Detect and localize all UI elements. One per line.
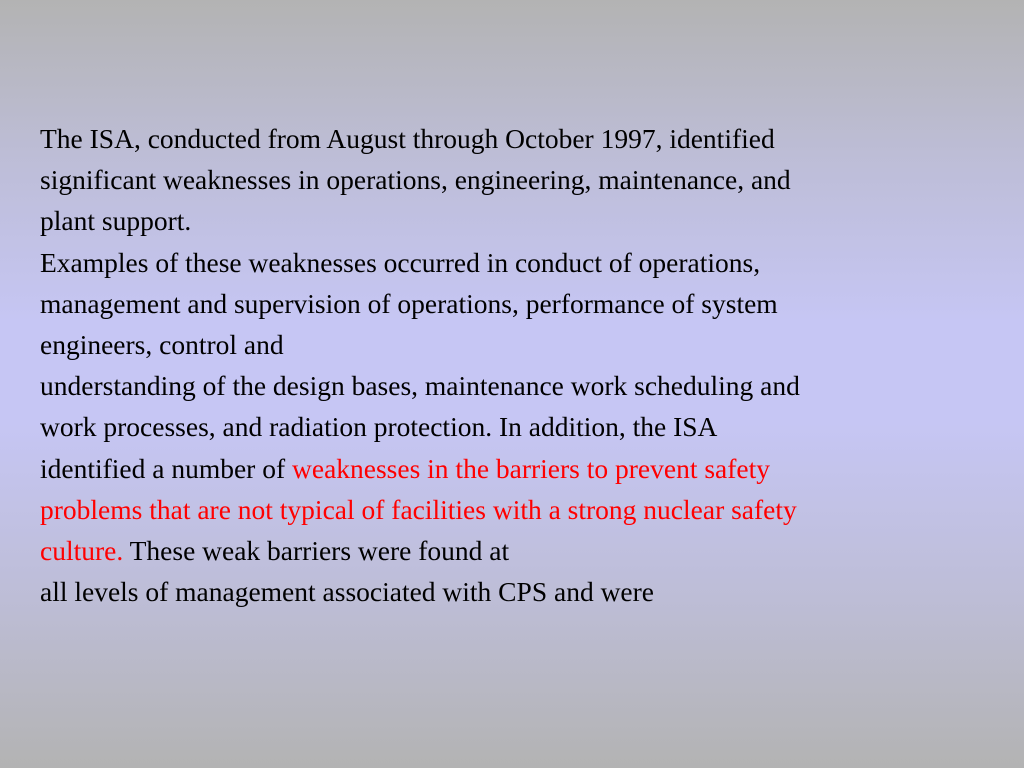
text-line: engineers, control and (40, 329, 284, 361)
slide-body-text (40, 118, 1000, 612)
text-segment: identified a number of (40, 452, 292, 484)
text-segment: These weak barriers were found at (123, 535, 510, 567)
text-line (40, 530, 1000, 571)
text-line: understanding of the design bases, maintenance work scheduling and (40, 370, 800, 402)
text-line: all levels of management associated with CPS and were (40, 576, 654, 608)
highlighted-text: culture. (40, 535, 124, 567)
text-line: plant support. (40, 205, 192, 237)
text-line (40, 448, 1000, 489)
text-line (40, 489, 1000, 530)
text-line: significant weaknesses in operations, engineering, maintenance, and (40, 164, 791, 196)
text-line: The ISA, conducted from August through October 1997, identified (40, 123, 775, 154)
text-line: management and supervision of operations, performance of system (40, 287, 778, 319)
highlighted-text: weaknesses in the barriers to prevent safety (292, 452, 771, 484)
highlighted-text: problems that are not typical of facilities with a strong nuclear safety (40, 493, 797, 525)
text-line: Examples of these weaknesses occurred in conduct of operations, (40, 246, 761, 278)
text-line: work processes, and radiation protection. In addition, the ISA (40, 411, 718, 443)
